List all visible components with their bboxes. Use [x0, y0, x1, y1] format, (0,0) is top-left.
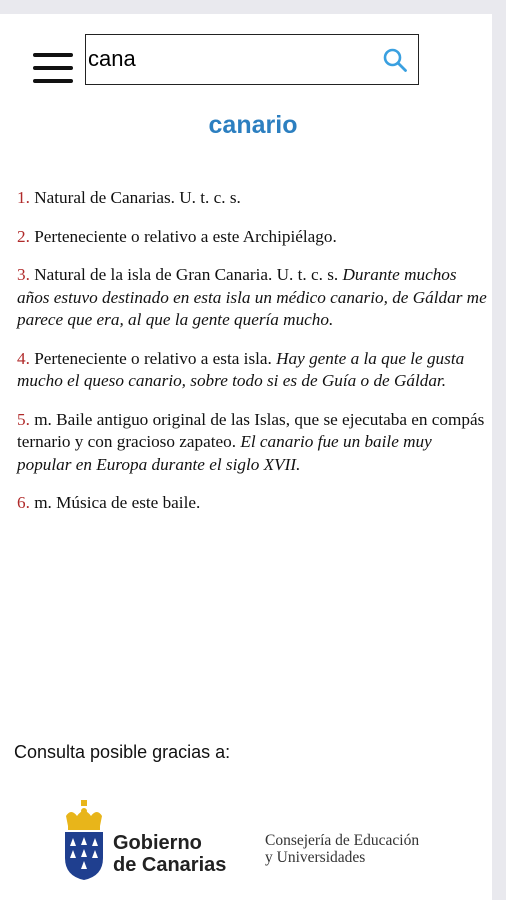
definition-item	[17, 409, 487, 477]
definition-example: Durante muchos años estuvo destinado en esta isla un médico canario, de Gáldar me parece que era, al que la gente quería mucho.	[17, 265, 487, 329]
definition-text: Perteneciente o relativo a este Archipiélago.	[34, 226, 337, 246]
department-name-line2: y Universidades	[265, 849, 366, 866]
sponsor-credit: Consulta posible gracias a:	[14, 742, 231, 762]
department-name	[265, 832, 419, 866]
definition-number: 6.	[17, 493, 30, 512]
menu-bar	[33, 53, 73, 57]
definition-item	[17, 226, 487, 249]
definition-number: 4.	[17, 348, 30, 368]
search-input[interactable]	[88, 41, 378, 77]
government-name-line1: Gobierno	[113, 832, 202, 854]
definition-number: 2.	[17, 226, 30, 246]
definition-item	[17, 187, 487, 210]
definition-number: 1.	[17, 188, 30, 207]
search-box[interactable]	[85, 34, 419, 85]
menu-bar	[33, 66, 73, 70]
definition-number: 3.	[17, 265, 30, 284]
definition-text: m. Música de este baile.	[34, 493, 201, 512]
definition-item	[17, 492, 487, 515]
government-name-line2: de Canarias	[113, 854, 227, 876]
canarias-coat-of-arms-logo	[63, 800, 105, 880]
definition-number: 5.	[17, 409, 30, 429]
definition-example: El canario fue un baile muy popular en Europa durante el siglo XVII.	[17, 432, 432, 474]
government-name	[113, 832, 226, 876]
definition-item	[17, 348, 487, 393]
definition-text: Natural de la isla de Gran Canaria. U. t. c. s.	[34, 265, 339, 284]
definition-item	[17, 264, 487, 332]
dictionary-page	[0, 14, 492, 900]
hamburger-menu-icon[interactable]	[33, 47, 73, 91]
headword-title: canario	[208, 111, 298, 139]
department-name-line1: Consejería de Educación	[265, 832, 420, 849]
definition-example: Hay gente a la que le gusta mucho el queso canario, sobre todo si es de Guía o de Gáldar.	[17, 348, 465, 390]
definitions-list	[17, 187, 487, 531]
definition-text: m. Baile antiguo original de las Islas, que se ejecutaba en compás ternario y con gracioso zapateo.	[17, 409, 485, 451]
menu-bar	[33, 79, 73, 83]
definition-text: Perteneciente o relativo a esta isla.	[34, 348, 272, 368]
search-icon[interactable]	[382, 47, 408, 73]
definition-text: Natural de Canarias. U. t. c. s.	[34, 188, 241, 207]
